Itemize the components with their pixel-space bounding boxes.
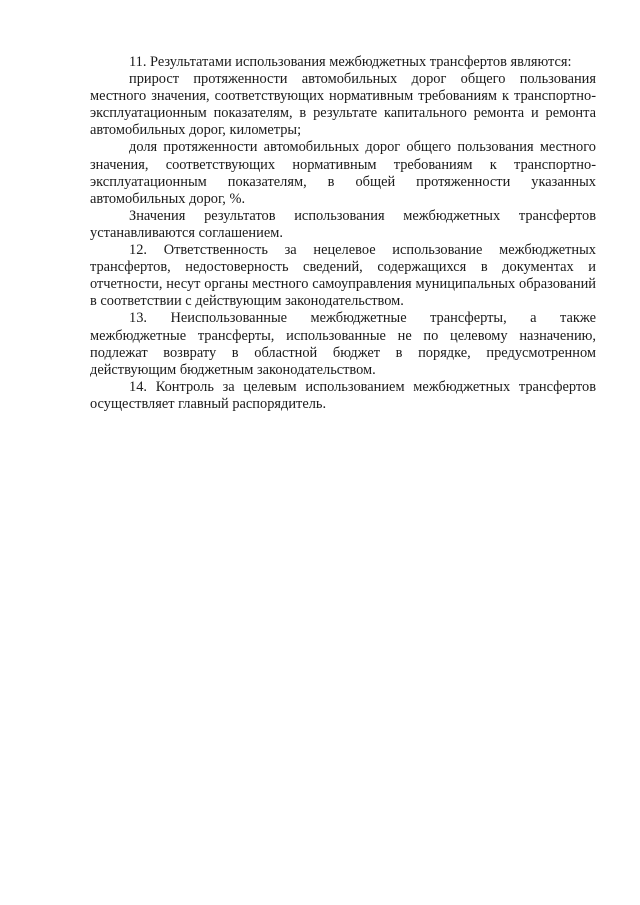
paragraph-13-unused-transfers: 13. Неиспользованные межбюджетные трансферты, а также межбюджетные трансферты, использованные не по целевому назначению, подлежат возврату в областной бюджет в порядке, предусмотренном действующим бюджетным законодательством.	[90, 310, 596, 378]
paragraph-14-control: 14. Контроль за целевым использованием межбюджетных трансфертов осуществляет главный распорядитель.	[90, 378, 596, 412]
paragraph-results-length-increase: прирост протяженности автомобильных дорог общего пользования местного значения, соответствующих нормативным требованиям к транспортно-эксплуатационным показателям, в результате капитального ремонта и ремонта автомобильных дорог, километры;	[90, 71, 596, 139]
document-body	[90, 54, 596, 413]
paragraph-results-length-share: доля протяженности автомобильных дорог общего пользования местного значения, соответствующих нормативным требованиям к транспортно-эксплуатационным показателям, в общей протяженности указанных автомобильных дорог, %.	[90, 139, 596, 207]
paragraph-12-responsibility: 12. Ответственность за нецелевое использование межбюджетных трансфертов, недостоверность сведений, содержащихся в документах и отчетности, несут органы местного самоуправления муниципальных образований в соответствии с действующим законодательством.	[90, 242, 596, 310]
paragraph-11-results: 11. Результатами использования межбюджетных трансфертов являются:	[129, 54, 572, 70]
paragraph-results-agreement: Значения результатов использования межбюджетных трансфертов устанавливаются соглашением.	[90, 207, 596, 241]
